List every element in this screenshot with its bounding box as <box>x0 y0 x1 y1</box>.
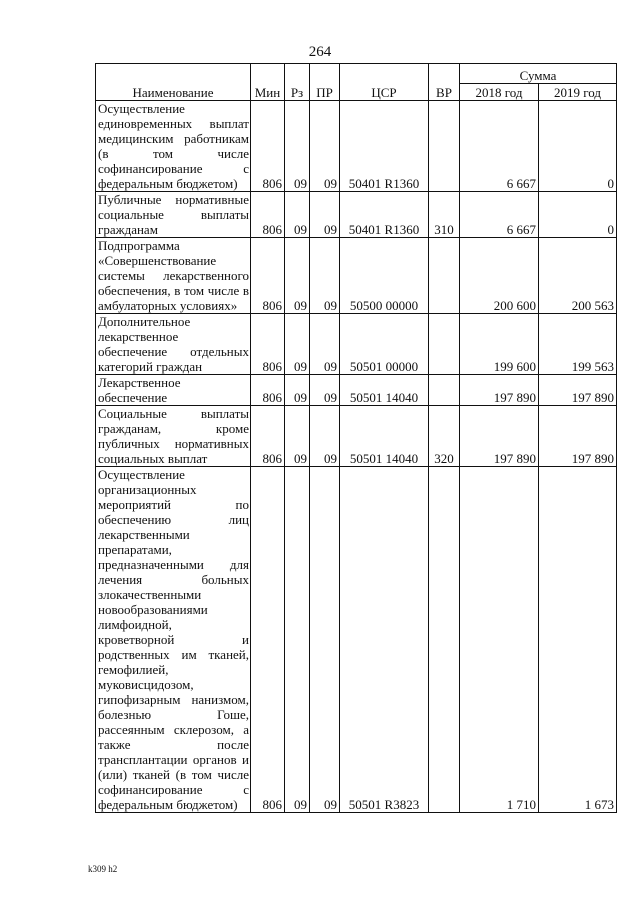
cell-min: 806 <box>251 101 285 192</box>
cell-csr: 50500 00000 <box>340 238 429 314</box>
cell-rz: 09 <box>285 192 310 238</box>
cell-csr: 50501 14040 <box>340 406 429 467</box>
header-name: Наименование <box>96 64 251 101</box>
table-row <box>96 238 617 314</box>
header-row <box>96 64 617 84</box>
header-rz: Рз <box>285 64 310 101</box>
header-pr: ПР <box>310 64 340 101</box>
cell-min: 806 <box>251 238 285 314</box>
cell-pr: 09 <box>310 406 340 467</box>
cell-vr: 320 <box>429 406 460 467</box>
cell-name: Лекарственное обеспечение <box>96 375 251 406</box>
cell-pr: 09 <box>310 375 340 406</box>
header-2018: 2018 год <box>460 84 539 101</box>
cell-min: 806 <box>251 375 285 406</box>
cell-y2019: 1 673 <box>539 467 617 813</box>
cell-rz: 09 <box>285 375 310 406</box>
cell-rz: 09 <box>285 314 310 375</box>
table-row <box>96 375 617 406</box>
cell-y2018: 200 600 <box>460 238 539 314</box>
cell-rz: 09 <box>285 406 310 467</box>
header-vr: ВР <box>429 64 460 101</box>
cell-name: Осуществление единовременных выплат медицинским работникам (в том числе софинансирование с федеральным бюджетом) <box>96 101 251 192</box>
table-row <box>96 406 617 467</box>
cell-min: 806 <box>251 406 285 467</box>
cell-rz: 09 <box>285 101 310 192</box>
cell-name: Социальные выплаты гражданам, кроме публичных нормативных социальных выплат <box>96 406 251 467</box>
cell-y2019: 200 563 <box>539 238 617 314</box>
cell-csr: 50501 00000 <box>340 314 429 375</box>
cell-vr <box>429 101 460 192</box>
cell-y2018: 6 667 <box>460 192 539 238</box>
cell-y2018: 197 890 <box>460 375 539 406</box>
cell-name: Дополнительное лекарственное обеспечение отдельных категорий граждан <box>96 314 251 375</box>
cell-vr: 310 <box>429 192 460 238</box>
cell-y2018: 1 710 <box>460 467 539 813</box>
table-row <box>96 467 617 813</box>
cell-min: 806 <box>251 314 285 375</box>
cell-y2018: 197 890 <box>460 406 539 467</box>
budget-table <box>95 63 617 813</box>
table-row <box>96 192 617 238</box>
cell-y2019: 199 563 <box>539 314 617 375</box>
cell-y2019: 197 890 <box>539 375 617 406</box>
cell-csr: 50501 14040 <box>340 375 429 406</box>
cell-y2018: 199 600 <box>460 314 539 375</box>
cell-y2019: 197 890 <box>539 406 617 467</box>
footer-code: k309 h2 <box>88 864 118 874</box>
cell-name: Публичные нормативные социальные выплаты гражданам <box>96 192 251 238</box>
header-min: Мин <box>251 64 285 101</box>
cell-y2019: 0 <box>539 101 617 192</box>
header-2019: 2019 год <box>539 84 617 101</box>
cell-csr: 50501 R3823 <box>340 467 429 813</box>
table-row <box>96 101 617 192</box>
cell-y2019: 0 <box>539 192 617 238</box>
cell-rz: 09 <box>285 467 310 813</box>
cell-vr <box>429 467 460 813</box>
cell-min: 806 <box>251 192 285 238</box>
cell-csr: 50401 R1360 <box>340 101 429 192</box>
cell-vr <box>429 314 460 375</box>
table-row <box>96 314 617 375</box>
cell-vr <box>429 375 460 406</box>
page-number: 264 <box>308 44 332 60</box>
cell-min: 806 <box>251 467 285 813</box>
cell-pr: 09 <box>310 314 340 375</box>
cell-name: Осуществление организационных мероприятий по обеспечению лиц лекарственными препаратами, предназначенными для лечения больных злокачественными новообразованиями лимфоидной, кроветворной и родственных им тканей, гемофилией, муковисцидозом, гипофизарным нанизмом, болезнью Гоше, рассеянным склерозом, а также после трансплантации органов и (или) тканей (в том числе софинансирование с федеральным бюджетом) <box>96 467 251 813</box>
cell-y2018: 6 667 <box>460 101 539 192</box>
cell-name: Подпрограмма «Совершенствование системы лекарственного обеспечения, в том числе в амбулаторных условиях» <box>96 238 251 314</box>
cell-csr: 50401 R1360 <box>340 192 429 238</box>
cell-rz: 09 <box>285 238 310 314</box>
cell-pr: 09 <box>310 101 340 192</box>
cell-vr <box>429 238 460 314</box>
header-sum: Сумма <box>460 64 617 84</box>
cell-pr: 09 <box>310 467 340 813</box>
header-csr: ЦСР <box>340 64 429 101</box>
cell-pr: 09 <box>310 238 340 314</box>
cell-pr: 09 <box>310 192 340 238</box>
